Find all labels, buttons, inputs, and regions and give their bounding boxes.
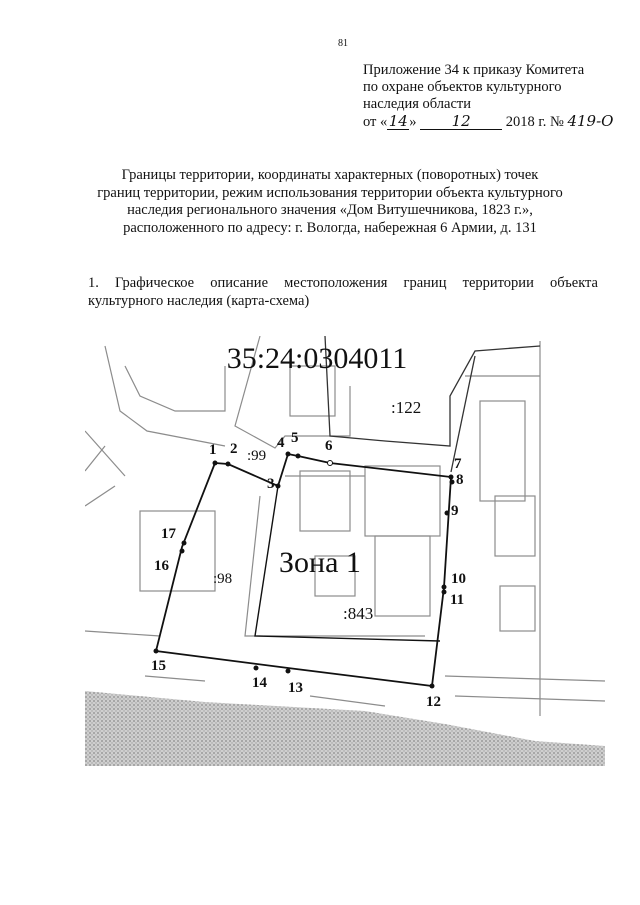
point-label: 9 — [451, 503, 459, 519]
point-label: 16 — [154, 558, 169, 574]
section-heading: 1. Графическое описание местоположения границ территории объекта культурного наследия (карта-схема) — [88, 275, 598, 309]
point-marker — [213, 461, 218, 466]
point-label: 5 — [291, 430, 299, 446]
point-marker — [286, 452, 291, 457]
point-marker — [286, 669, 291, 674]
point-marker — [328, 461, 333, 466]
point-label: 1 — [209, 442, 217, 458]
point-marker — [450, 480, 455, 485]
point-label: 4 — [277, 435, 285, 451]
appendix-header — [363, 62, 633, 131]
point-marker — [254, 666, 259, 671]
appendix-line-1: Приложение 34 к приказу Комитета — [363, 62, 585, 78]
document-title — [70, 167, 590, 237]
point-label: 13 — [288, 680, 303, 696]
point-label: 10 — [451, 571, 466, 587]
zone-label: Зона 1 — [279, 546, 361, 579]
point-marker — [276, 484, 281, 489]
point-marker — [445, 511, 450, 516]
cadastral-block-label: 35:24:0304011 — [226, 342, 408, 375]
date-month: 12 — [420, 114, 502, 130]
point-label: 2 — [230, 441, 238, 457]
order-number: 419-О — [567, 112, 614, 130]
point-marker — [449, 475, 454, 480]
title-line-3: наследия регионального значения «Дом Витушечникова, 1823 г.», — [127, 202, 533, 218]
cadastral-map — [85, 336, 605, 766]
point-label: 12 — [426, 694, 441, 710]
date-year: 2018 г. № — [505, 114, 564, 130]
appendix-line-2: по охране объектов культурного — [363, 79, 562, 95]
title-line-4: расположенного по адресу: г. Вологда, набережная 6 Армии, д. 131 — [123, 219, 537, 236]
parcel-label: :122 — [391, 398, 422, 417]
page-number: 81 — [338, 38, 348, 49]
point-label: 7 — [454, 456, 462, 472]
parcel-label: :843 — [343, 604, 374, 623]
point-label: 3 — [267, 476, 275, 492]
point-label: 8 — [456, 472, 464, 488]
date-prefix: от « — [363, 114, 388, 130]
title-line-1: Границы территории, координаты характерных (поворотных) точек — [121, 167, 539, 183]
parcel-label: :98 — [213, 571, 233, 587]
point-marker — [442, 585, 447, 590]
date-mid: » — [409, 114, 417, 130]
point-marker — [180, 549, 185, 554]
point-marker — [154, 649, 159, 654]
point-label: 6 — [325, 438, 333, 454]
point-marker — [182, 541, 187, 546]
point-label: 11 — [450, 592, 465, 608]
river-area — [85, 691, 605, 766]
date-day: 14 — [388, 112, 408, 130]
title-line-2: границ территории, режим использования территории объекта культурного — [97, 184, 563, 201]
point-marker — [296, 454, 301, 459]
parcel-label: :99 — [247, 448, 267, 464]
point-marker — [442, 590, 447, 595]
point-marker — [226, 462, 231, 467]
appendix-date-line — [363, 113, 633, 131]
point-label: 14 — [252, 675, 267, 691]
appendix-line-3: наследия области — [363, 96, 472, 112]
point-label: 17 — [161, 526, 176, 542]
point-label: 15 — [151, 658, 166, 674]
point-marker — [430, 684, 435, 689]
